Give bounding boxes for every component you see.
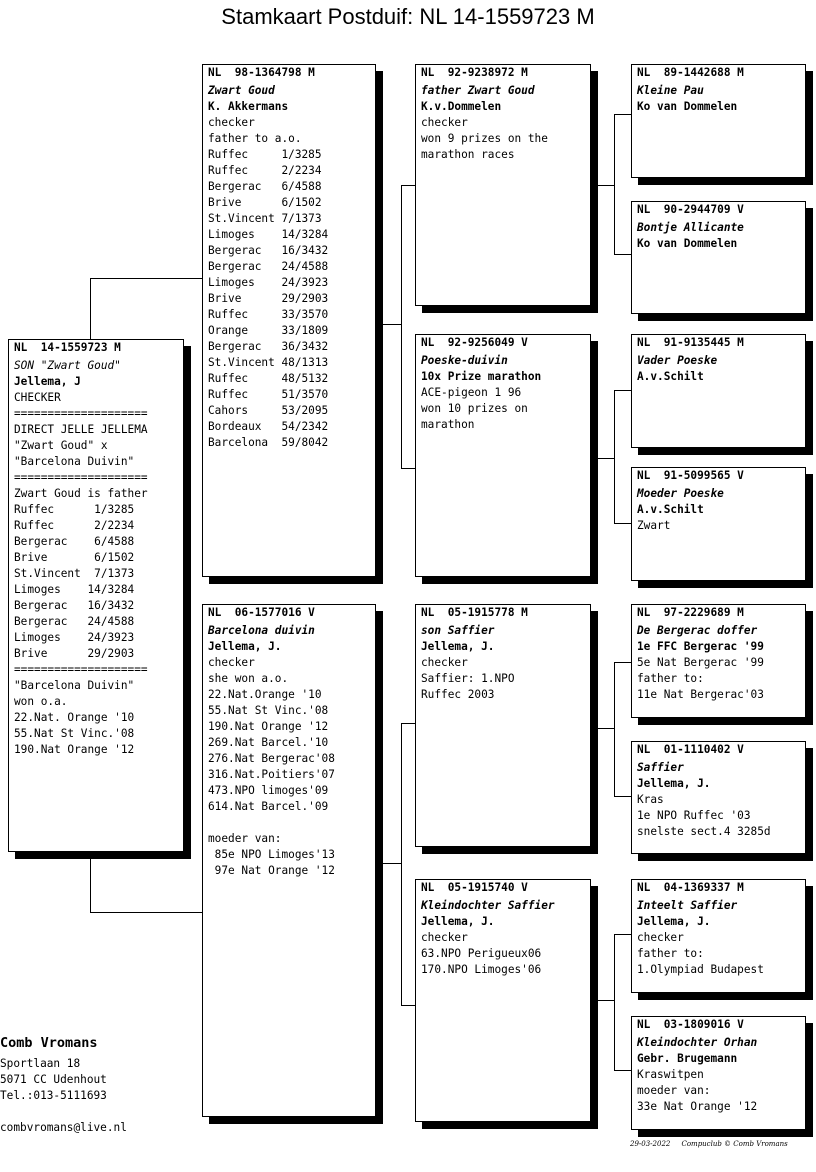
footer-note: 29-03-2022 Compuclub © Comb Vromans bbox=[630, 1140, 788, 1148]
connector-line bbox=[598, 728, 614, 729]
pigeon-card-mother[interactable] bbox=[202, 604, 376, 1117]
pigeon-detail-line: won 10 prizes on bbox=[421, 402, 528, 415]
pigeon-card-father[interactable] bbox=[202, 64, 376, 577]
pigeon-detail-line: 85e NPO Limoges'13 bbox=[208, 848, 335, 861]
ring-number: NL 91-9135445 M bbox=[637, 336, 744, 349]
connector-line bbox=[90, 912, 204, 913]
pigeon-detail-line: 63.NPO Perigueux06 bbox=[421, 947, 542, 960]
pigeon-detail-line: Brive 6/1502 bbox=[14, 551, 135, 564]
pigeon-detail-line: Bergerac 6/4588 bbox=[208, 180, 322, 193]
ring-number: NL 92-9238972 M bbox=[421, 66, 528, 79]
pigeon-detail-line: 614.Nat Barcel.'09 bbox=[208, 800, 329, 813]
connector-line bbox=[614, 662, 632, 663]
connector-line bbox=[614, 662, 615, 796]
pigeon-detail-line: Saffier bbox=[637, 761, 684, 774]
breeder-street: Sportlaan 18 bbox=[0, 1057, 81, 1070]
pigeon-detail-line: Brive 29/2903 bbox=[208, 292, 329, 305]
connector-line bbox=[383, 324, 401, 325]
pigeon-detail-line: Kleindochter Saffier bbox=[421, 899, 555, 912]
connector-line bbox=[90, 856, 91, 912]
pigeon-detail-line: Bergerac 36/3432 bbox=[208, 340, 329, 353]
pigeon-detail-line: ACE-pigeon 1 96 bbox=[421, 386, 522, 399]
pigeon-detail-line: Ruffec 1/3285 bbox=[208, 148, 322, 161]
page-title: Stamkaart Postduif: NL 14-1559723 M bbox=[221, 4, 595, 29]
pigeon-detail-line: Zwart Goud is father bbox=[14, 487, 148, 500]
pigeon-detail-line: 55.Nat St Vinc.'08 bbox=[14, 727, 135, 740]
pigeon-detail-line: marathon bbox=[421, 418, 475, 431]
pigeon-detail-line: checker bbox=[421, 116, 468, 129]
connector-line bbox=[598, 185, 614, 186]
pigeon-card-ffm[interactable] bbox=[631, 201, 806, 314]
pigeon-detail-line: father to: bbox=[637, 947, 704, 960]
pigeon-detail-line: 1.Olympiad Budapest bbox=[637, 963, 764, 976]
pigeon-detail-line bbox=[208, 815, 370, 831]
pigeon-detail-line: 1e FFC Bergerac '99 bbox=[637, 640, 764, 653]
pigeon-detail-line: checker bbox=[421, 656, 468, 669]
pigeon-detail-line: Saffier: 1.NPO bbox=[421, 672, 515, 685]
pigeon-card-fmf[interactable] bbox=[631, 334, 806, 448]
connector-line bbox=[90, 278, 91, 340]
pigeon-detail-line: Jellema, J. bbox=[637, 915, 711, 928]
pigeon-detail-line: "Barcelona Duivin" bbox=[14, 679, 135, 692]
pigeon-detail-line: Jellema, J. bbox=[421, 640, 495, 653]
ring-number: NL 14-1559723 M bbox=[14, 341, 121, 354]
pigeon-detail-line: Kleine Pau bbox=[637, 84, 704, 97]
connector-line bbox=[383, 863, 401, 864]
ring-number: NL 90-2944709 V bbox=[637, 203, 744, 216]
pigeon-detail-line: Brive 29/2903 bbox=[14, 647, 135, 660]
pigeon-detail-line: snelste sect.4 3285d bbox=[637, 825, 771, 838]
connector-line bbox=[90, 278, 204, 279]
ring-number: NL 03-1809016 V bbox=[637, 1018, 744, 1031]
pigeon-detail-line: 11e Nat Bergerac'03 bbox=[637, 688, 764, 701]
pigeon-detail-line: she won a.o. bbox=[208, 672, 289, 685]
ring-number: NL 01-1110402 V bbox=[637, 743, 744, 756]
pigeon-detail-line: St.Vincent 7/1373 bbox=[14, 567, 135, 580]
pigeon-card-father-mother[interactable] bbox=[415, 334, 591, 577]
connector-line bbox=[614, 390, 615, 523]
connector-line bbox=[614, 796, 632, 797]
pigeon-detail-line: Ruffec 33/3570 bbox=[208, 308, 329, 321]
pigeon-detail-line: 190.Nat Orange '12 bbox=[14, 743, 135, 756]
pigeon-card-mother-father[interactable] bbox=[415, 604, 591, 847]
pigeon-detail-line: checker bbox=[208, 116, 255, 129]
pigeon-card-subject[interactable] bbox=[8, 339, 184, 852]
pigeon-detail-line: checker bbox=[421, 931, 468, 944]
pigeon-detail-line: marathon races bbox=[421, 148, 515, 161]
pigeon-detail-line: Limoges 24/3923 bbox=[208, 276, 329, 289]
pigeon-detail-line: ==================== bbox=[14, 663, 148, 676]
pigeon-detail-line: Brive 6/1502 bbox=[208, 196, 322, 209]
pigeon-detail-line: ==================== bbox=[14, 471, 148, 484]
pigeon-detail-line: Poeske-duivin bbox=[421, 354, 508, 367]
pigeon-detail-line: Zwart Goud bbox=[208, 84, 275, 97]
pigeon-detail-line: Bordeaux 54/2342 bbox=[208, 420, 329, 433]
pigeon-detail-line: De Bergerac doffer bbox=[637, 624, 758, 637]
pigeon-card-mmf[interactable] bbox=[631, 879, 806, 993]
pigeon-detail-line: St.Vincent 48/1313 bbox=[208, 356, 329, 369]
pigeon-card-mfm[interactable] bbox=[631, 741, 806, 854]
pigeon-detail-line: won o.a. bbox=[14, 695, 68, 708]
pigeon-detail-line: Jellema, J. bbox=[208, 640, 282, 653]
pigeon-detail-line: Moeder Poeske bbox=[637, 487, 724, 500]
pigeon-detail-line: Kras bbox=[637, 793, 664, 806]
pigeon-detail-line: 33e Nat Orange '12 bbox=[637, 1100, 758, 1113]
pigeon-detail-line: 1e NPO Ruffec '03 bbox=[637, 809, 751, 822]
pigeon-detail-line: Kraswitpen bbox=[637, 1068, 704, 1081]
connector-line bbox=[598, 458, 614, 459]
pigeon-detail-line: Ruffec 51/3570 bbox=[208, 388, 329, 401]
pigeon-detail-line: SON "Zwart Goud" bbox=[14, 359, 121, 372]
pigeon-card-father-father[interactable] bbox=[415, 64, 591, 306]
connector-line bbox=[401, 185, 402, 468]
pigeon-detail-line: Vader Poeske bbox=[637, 354, 718, 367]
ring-number: NL 91-5099565 V bbox=[637, 469, 744, 482]
pigeon-detail-line: Ruffec 48/5132 bbox=[208, 372, 329, 385]
pigeon-detail-line: 269.Nat Barcel.'10 bbox=[208, 736, 329, 749]
pigeon-detail-line: 22.Nat.Orange '10 bbox=[208, 688, 322, 701]
ring-number: NL 97-2229689 M bbox=[637, 606, 744, 619]
pigeon-detail-line: "Zwart Goud" x bbox=[14, 439, 108, 452]
pigeon-detail-line: Bergerac 6/4588 bbox=[14, 535, 135, 548]
ring-number: NL 06-1577016 V bbox=[208, 606, 315, 619]
pigeon-detail-line: Kleindochter Orhan bbox=[637, 1036, 758, 1049]
breeder-name: Comb Vromans bbox=[0, 1035, 98, 1051]
pigeon-detail-line: won 9 prizes on the bbox=[421, 132, 548, 145]
connector-line bbox=[614, 934, 632, 935]
ring-number: NL 05-1915778 M bbox=[421, 606, 528, 619]
breeder-email[interactable]: combvromans@live.nl bbox=[0, 1121, 127, 1134]
connector-line bbox=[614, 934, 615, 1070]
connector-line bbox=[614, 114, 632, 115]
pigeon-detail-line: 5e Nat Bergerac '99 bbox=[637, 656, 764, 669]
pigeon-detail-line: 22.Nat. Orange '10 bbox=[14, 711, 135, 724]
pigeon-detail-line: Gebr. Brugemann bbox=[637, 1052, 738, 1065]
pigeon-card-fmm[interactable] bbox=[631, 467, 806, 581]
pigeon-detail-line: Orange 33/1809 bbox=[208, 324, 329, 337]
pigeon-detail-line: A.v.Schilt bbox=[637, 370, 704, 383]
pigeon-detail-line: 473.NPO limoges'09 bbox=[208, 784, 329, 797]
ring-number: NL 92-9256049 V bbox=[421, 336, 528, 349]
pigeon-detail-line: Bergerac 24/4588 bbox=[14, 615, 135, 628]
pigeon-detail-line: moeder van: bbox=[208, 832, 282, 845]
pigeon-detail-line: Limoges 14/3284 bbox=[14, 583, 135, 596]
pigeon-detail-line: Bontje Allicante bbox=[637, 221, 744, 234]
pigeon-detail-line: CHECKER bbox=[14, 391, 61, 404]
pigeon-detail-line: Inteelt Saffier bbox=[637, 899, 738, 912]
pigeon-card-mother-mother[interactable] bbox=[415, 879, 591, 1122]
ring-number: NL 98-1364798 M bbox=[208, 66, 315, 79]
pigeon-detail-line: ==================== bbox=[14, 407, 148, 420]
pigeon-detail-line: Limoges 24/3923 bbox=[14, 631, 135, 644]
pigeon-detail-line: son Saffier bbox=[421, 624, 495, 637]
breeder-phone: Tel.:013-5111693 bbox=[0, 1089, 107, 1102]
pigeon-detail-line: 97e Nat Orange '12 bbox=[208, 864, 335, 877]
pigeon-detail-line: Ko van Dommelen bbox=[637, 237, 738, 250]
pigeon-card-fff[interactable] bbox=[631, 64, 806, 178]
connector-line bbox=[614, 114, 615, 254]
pigeon-detail-line: Jellema, J bbox=[14, 375, 81, 388]
pigeon-detail-line: A.v.Schilt bbox=[637, 503, 704, 516]
pigeon-detail-line: father to: bbox=[637, 672, 704, 685]
pigeon-detail-line: K. Akkermans bbox=[208, 100, 289, 113]
pigeon-detail-line: Jellema, J. bbox=[637, 777, 711, 790]
connector-line bbox=[614, 390, 632, 391]
pigeon-detail-line: Ruffec 2/2234 bbox=[14, 519, 135, 532]
pigeon-detail-line: 316.Nat.Poitiers'07 bbox=[208, 768, 335, 781]
ring-number: NL 89-1442688 M bbox=[637, 66, 744, 79]
pigeon-detail-line: moeder van: bbox=[637, 1084, 711, 1097]
pigeon-detail-line: DIRECT JELLE JELLEMA bbox=[14, 423, 148, 436]
connector-line bbox=[401, 723, 402, 1005]
pigeon-detail-line: checker bbox=[208, 656, 255, 669]
pigeon-detail-line: 10x Prize marathon bbox=[421, 370, 542, 383]
ring-number: NL 05-1915740 V bbox=[421, 881, 528, 894]
pigeon-card-mmm[interactable] bbox=[631, 1016, 806, 1130]
pigeon-detail-line: Bergerac 16/3432 bbox=[208, 244, 329, 257]
pigeon-detail-line: checker bbox=[637, 931, 684, 944]
pigeon-detail-line: Bergerac 24/4588 bbox=[208, 260, 329, 273]
pigeon-detail-line: 170.NPO Limoges'06 bbox=[421, 963, 542, 976]
pigeon-detail-line: Cahors 53/2095 bbox=[208, 404, 329, 417]
pigeon-detail-line: Ruffec 1/3285 bbox=[14, 503, 135, 516]
pigeon-detail-line: Limoges 14/3284 bbox=[208, 228, 329, 241]
pigeon-detail-line: 190.Nat Orange '12 bbox=[208, 720, 329, 733]
pigeon-detail-line: Barcelona duivin bbox=[208, 624, 315, 637]
pigeon-detail-line: father to a.o. bbox=[208, 132, 302, 145]
pigeon-detail-line: 276.Nat Bergerac'08 bbox=[208, 752, 335, 765]
pigeon-detail-line: Bergerac 16/3432 bbox=[14, 599, 135, 612]
pigeon-detail-line: 55.Nat St Vinc.'08 bbox=[208, 704, 329, 717]
pigeon-detail-line: Jellema, J. bbox=[421, 915, 495, 928]
pigeon-detail-line: Ruffec 2/2234 bbox=[208, 164, 322, 177]
pigeon-detail-line: Zwart bbox=[637, 519, 671, 532]
pigeon-detail-line: father Zwart Goud bbox=[421, 84, 535, 97]
pigeon-detail-line: Ruffec 2003 bbox=[421, 688, 495, 701]
pigeon-detail-line: Barcelona 59/8042 bbox=[208, 436, 329, 449]
breeder-city: 5071 CC Udenhout bbox=[0, 1073, 107, 1086]
connector-line bbox=[614, 1070, 632, 1071]
connector-line bbox=[614, 523, 632, 524]
ring-number: NL 04-1369337 M bbox=[637, 881, 744, 894]
breeder-info bbox=[0, 1035, 127, 1136]
pigeon-detail-line: St.Vincent 7/1373 bbox=[208, 212, 322, 225]
connector-line bbox=[598, 1000, 614, 1001]
pigeon-detail-line: "Barcelona Duivin" bbox=[14, 455, 135, 468]
pigeon-detail-line: Ko van Dommelen bbox=[637, 100, 738, 113]
pigeon-card-mff[interactable] bbox=[631, 604, 806, 718]
pigeon-detail-line: K.v.Dommelen bbox=[421, 100, 502, 113]
connector-line bbox=[614, 254, 632, 255]
